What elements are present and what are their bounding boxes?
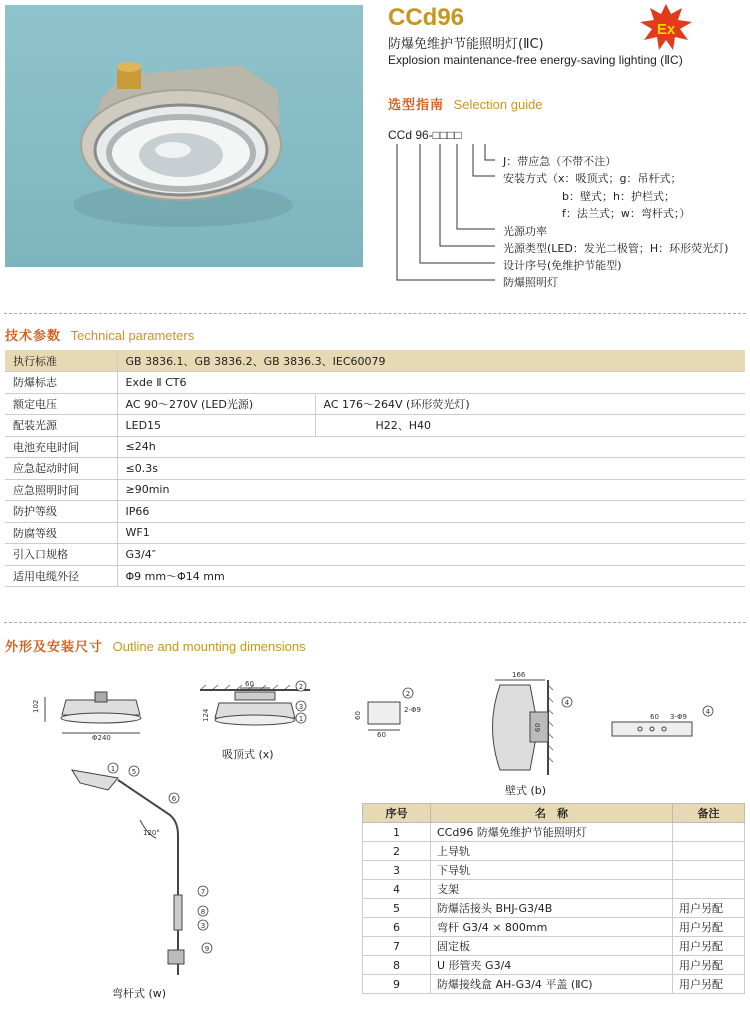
dim-w60c: 60 (650, 713, 659, 721)
technical-table (5, 350, 745, 587)
technical-title-cn: 技术参数 (5, 328, 62, 343)
part-name: U 形管夹 G3/4 (431, 956, 673, 975)
table-row (5, 458, 745, 480)
bracket-view (354, 702, 421, 739)
part-no: 1 (363, 823, 431, 842)
dim-w60: 60 (245, 680, 254, 688)
part-name: 下导轨 (431, 861, 673, 880)
part-note: 用户另配 (673, 956, 745, 975)
table-row (363, 975, 745, 994)
callout-1a: 1 (298, 715, 304, 723)
divider (4, 313, 746, 314)
table-row (5, 479, 745, 501)
table-row (363, 823, 745, 842)
outline-title-cn: 外形及安装尺寸 (5, 639, 104, 654)
table-row (363, 899, 745, 918)
param-key: 电池充电时间 (5, 436, 117, 458)
ex-badge (640, 4, 692, 50)
callout-2a: 2 (298, 683, 304, 691)
dim-h102: 102 (32, 699, 40, 713)
model-title: CCd96 (388, 4, 465, 31)
callout-4a: 4 (564, 699, 570, 707)
col-header-no: 序号 (363, 804, 431, 823)
param-key: 引入口规格 (5, 544, 117, 566)
table-row (363, 937, 745, 956)
part-note (673, 880, 745, 899)
table-row (363, 880, 745, 899)
table-row (5, 436, 745, 458)
param-key: 防腐等级 (5, 522, 117, 544)
part-name: 防爆活接头 BHJ-G3/4B (431, 899, 673, 918)
part-no: 3 (363, 861, 431, 880)
part-note: 用户另配 (673, 918, 745, 937)
part-name: 固定板 (431, 937, 673, 956)
param-value: Φ9 mm～Φ14 mm (117, 565, 745, 587)
table-row (5, 415, 745, 437)
part-no: 9 (363, 975, 431, 994)
table-row (5, 393, 745, 415)
selection-code: CCd 96-□□□□ (388, 128, 462, 142)
ex-badge-label: Ex (656, 21, 676, 38)
divider (4, 622, 746, 623)
part-name: 支架 (431, 880, 673, 899)
outline-title-en: Outline and mounting dimensions (112, 639, 306, 654)
part-note (673, 842, 745, 861)
param-value: IP66 (117, 501, 745, 523)
param-key: 应急照明时间 (5, 479, 117, 501)
dim-w60b: 60 (377, 731, 386, 739)
dim-h60: 60 (354, 711, 362, 720)
selection-guide-heading (388, 94, 543, 113)
table-row (363, 842, 745, 861)
dim-h60c: 60 (534, 723, 542, 732)
param-key: 额定电压 (5, 393, 117, 415)
table-row (5, 522, 745, 544)
dim-d240: Φ240 (92, 734, 111, 742)
guide-item-power: 光源功率 (503, 225, 547, 238)
dim-h124: 124 (202, 708, 210, 722)
param-value: ≥90min (117, 479, 745, 501)
part-no: 4 (363, 880, 431, 899)
col-header-note: 备注 (673, 804, 745, 823)
part-name: CCd96 防爆免维护节能照明灯 (431, 823, 673, 842)
part-name: 上导轨 (431, 842, 673, 861)
col-header-name: 名 称 (431, 804, 673, 823)
callout-1b: 1 (110, 765, 116, 773)
table-row (363, 956, 745, 975)
part-no: 2 (363, 842, 431, 861)
front-view (32, 692, 141, 742)
part-no: 8 (363, 956, 431, 975)
param-value: ≤0.3s (117, 458, 745, 480)
part-no: 5 (363, 899, 431, 918)
selection-guide-title-en: Selection guide (453, 97, 543, 112)
param-value: LED15 (117, 415, 315, 437)
callout-3a: 3 (298, 703, 304, 711)
param-value: WF1 (117, 522, 745, 544)
param-value: G3/4″ (117, 544, 745, 566)
param-key: 应急起动时间 (5, 458, 117, 480)
table-row (363, 918, 745, 937)
part-no: 6 (363, 918, 431, 937)
guide-item-lamp: 防爆照明灯 (503, 276, 558, 289)
technical-title-en: Technical parameters (70, 328, 195, 343)
rail-view (612, 713, 692, 736)
selection-guide-title-cn: 选型指南 (388, 97, 445, 112)
param-value: AC 90～270V (LED光源) (117, 393, 315, 415)
dim-hole1: 2-Φ9 (404, 706, 421, 714)
table-row (5, 501, 745, 523)
table-row (363, 861, 745, 880)
product-photo (5, 5, 363, 267)
guide-item-mount-2: b：壁式；h：护栏式； (562, 190, 675, 203)
part-note: 用户另配 (673, 975, 745, 994)
table-header-row (363, 804, 745, 823)
part-no: 7 (363, 937, 431, 956)
part-name: 弯杆 G3/4 × 800mm (431, 918, 673, 937)
param-key: 适用电缆外径 (5, 565, 117, 587)
guide-item-mount-1: 安装方式（x：吸顶式；g：吊杆式； (503, 172, 682, 185)
guide-item-mount-3: f：法兰式；w：弯杆式；） (562, 207, 691, 220)
ceiling-view (200, 680, 310, 725)
callout-6: 6 (171, 795, 177, 803)
caption-bent: 弯杆式 (w) (112, 987, 167, 1000)
callout-5: 5 (131, 768, 137, 776)
wall-view (493, 671, 554, 775)
dim-w166: 166 (512, 671, 526, 679)
param-value-2: AC 176～264V (环形荧光灯) (315, 393, 745, 415)
param-key: 防护等级 (5, 501, 117, 523)
parts-table (362, 803, 745, 994)
guide-item-source-type: 光源类型(LED：发光二极管；H：环形荧光灯) (503, 242, 729, 255)
product-name-cn: 防爆免维护节能照明灯(ⅡC) (388, 37, 544, 52)
callout-8: 8 (200, 908, 206, 916)
selection-guide-lines (385, 140, 495, 290)
caption-ceiling: 吸顶式 (x) (222, 748, 274, 761)
callout-9: 9 (204, 945, 210, 953)
param-key: 执行标准 (5, 350, 117, 372)
table-row (5, 372, 745, 394)
technical-heading (5, 325, 194, 344)
part-note (673, 823, 745, 842)
outline-heading (5, 636, 306, 655)
product-name-en: Explosion maintenance-free energy-saving lighting (ⅡC) (388, 53, 683, 67)
dim-hole2: 3-Φ9 (670, 713, 687, 721)
param-value: ≤24h (117, 436, 745, 458)
part-note: 用户另配 (673, 937, 745, 956)
table-row (5, 544, 745, 566)
callout-2b: 2 (405, 690, 411, 698)
guide-item-design-no: 设计序号(免维护节能型) (503, 259, 622, 272)
callout-4b: 4 (705, 708, 711, 716)
part-note: 用户另配 (673, 899, 745, 918)
param-key: 配装光源 (5, 415, 117, 437)
param-value: Exde Ⅱ CT6 (117, 372, 745, 394)
part-name: 防爆接线盒 AH-G3/4 平盖 (ⅡC) (431, 975, 673, 994)
table-row (5, 350, 745, 372)
bent-pole-view (72, 770, 184, 975)
caption-wall: 壁式 (b) (505, 784, 547, 797)
guide-item-emergency: J：带应急（不带不注） (503, 155, 617, 168)
table-row (5, 565, 745, 587)
param-value: GB 3836.1、GB 3836.2、GB 3836.3、IEC60079 (117, 350, 745, 372)
param-key: 防爆标志 (5, 372, 117, 394)
part-note (673, 861, 745, 880)
param-value-2: H22、H40 (315, 415, 745, 437)
dim-angle: 120° (143, 829, 160, 837)
callout-3b: 3 (200, 922, 206, 930)
callout-7: 7 (200, 888, 206, 896)
